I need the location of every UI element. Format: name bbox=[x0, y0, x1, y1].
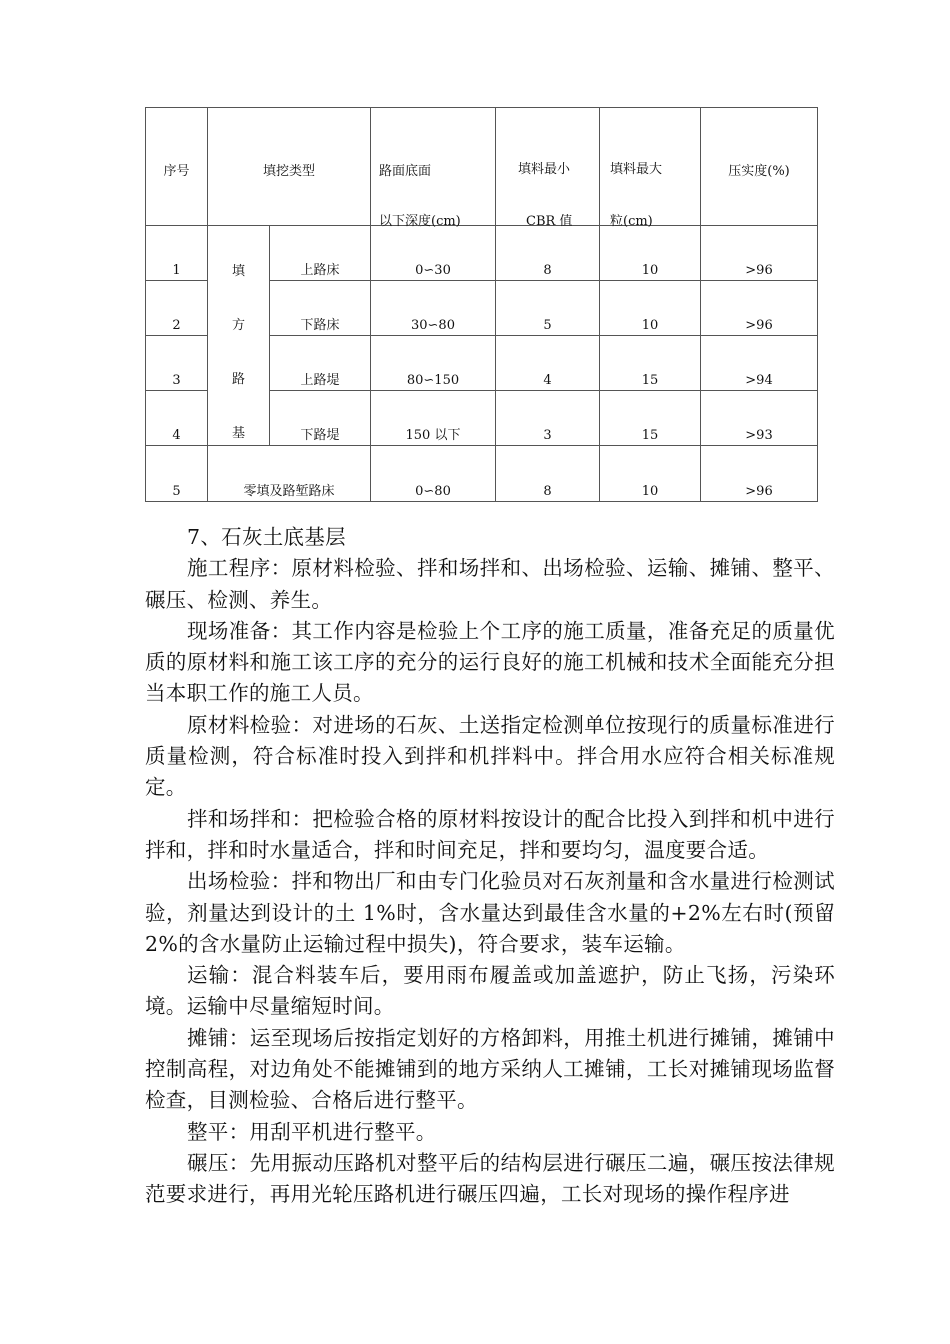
cell-size: 10 bbox=[600, 281, 701, 336]
header-seq-text: 序号 bbox=[163, 164, 190, 179]
cell-cbr: 8 bbox=[496, 226, 600, 281]
paragraph-procedure: 施工程序：原材料检验、拌和场拌和、出场检验、运输、摊铺、整平、碾压、检测、养生。 bbox=[145, 556, 835, 612]
header-compaction bbox=[701, 108, 818, 226]
paragraph-exit-test: 出场检验：拌和物出厂和由专门化验员对石灰剂量和含水量进行检测试验，剂量达到设计的土 1%时，含水量达到最佳含水量的+2%左右时(预留 2%的含水量防止运输过程中损失)，符合要求，装车运输。 bbox=[145, 869, 835, 956]
header-depth-line1: 路面底面 bbox=[379, 164, 432, 179]
paragraph-plant-mixing: 拌和场拌和：把检验合格的原材料按设计的配合比投入到拌和机中进行拌和，拌和时水量适合，拌和时间充足，拌和要均匀，温度要合适。 bbox=[145, 806, 835, 862]
cell-depth: 80∽150 bbox=[371, 336, 496, 391]
cell-cbr: 5 bbox=[496, 281, 600, 336]
cell-seq: 5 bbox=[146, 446, 208, 502]
header-depth bbox=[371, 108, 496, 229]
fill-group-cell bbox=[208, 226, 270, 446]
cell-compaction: >96 bbox=[701, 446, 818, 502]
fill-group-char: 基 bbox=[231, 426, 245, 441]
paragraph-leveling: 整平：用刮平机进行整平。 bbox=[187, 1119, 437, 1144]
paragraph-site-prep: 现场准备：其工作内容是检验上个工序的施工质量，准备充足的质量优质的原材料和施工该工序的充分的运行良好的施工机械和技术全面能充分担当本职工作的施工人员。 bbox=[145, 618, 835, 706]
cell-type: 零填及路堑路床 bbox=[208, 446, 371, 502]
cell-depth: 0∽80 bbox=[371, 446, 496, 502]
header-size-line1: 填料最大 bbox=[610, 162, 663, 177]
cell-compaction: >96 bbox=[701, 226, 818, 281]
fill-group-char: 填 bbox=[231, 264, 245, 279]
cell-seq: 1 bbox=[146, 226, 208, 281]
header-size-line2: 粒(cm) bbox=[610, 214, 653, 229]
cell-size: 15 bbox=[600, 391, 701, 446]
paragraph-spreading: 摊铺：运至现场后按指定划好的方格卸料，用推土机进行摊铺，摊铺中控制高程，对边角处不能摊铺到的地方采纳人工摊铺，工长对摊铺现场监督检查，目测检验、合格后进行整平。 bbox=[145, 1025, 835, 1113]
cell-seq: 4 bbox=[146, 391, 208, 446]
header-compaction-text: 压实度(%) bbox=[728, 164, 790, 179]
cell-depth: 0∽30 bbox=[371, 226, 496, 281]
header-cbr-line2: CBR 值 bbox=[526, 214, 573, 229]
paragraph-transport: 运输：混合料装车后，要用雨布履盖或加盖遮护，防止飞扬，污染环境。运输中尽量缩短时间。 bbox=[145, 963, 835, 1019]
cell-type: 上路床 bbox=[270, 226, 371, 281]
table-row bbox=[146, 446, 818, 502]
cell-compaction: >96 bbox=[701, 281, 818, 336]
header-cbr bbox=[496, 108, 600, 229]
section-heading: 7、石灰土底基层 bbox=[187, 525, 346, 549]
cell-cbr: 4 bbox=[496, 336, 600, 391]
header-type-text: 填挖类型 bbox=[262, 164, 315, 179]
paragraph-rolling: 碾压：先用振动压路机对整平后的结构层进行碾压二遍，碾压按法律规范要求进行，再用光轮压路机进行碾压四遍，工长对现场的操作程序进 bbox=[145, 1150, 835, 1207]
paragraph-material-test: 原材料检验：对进场的石灰、土送指定检测单位按现行的质量标准进行质量检测，符合标准时投入到拌和机拌料中。拌合用水应符合相关标准规定。 bbox=[145, 712, 835, 800]
subgrade-spec-table bbox=[145, 107, 818, 502]
section-body bbox=[145, 522, 835, 1211]
fill-group-char: 路 bbox=[231, 372, 245, 387]
header-depth-line2: 以下深度(cm) bbox=[379, 214, 461, 229]
fill-group-char: 方 bbox=[231, 318, 245, 333]
cell-type: 上路堤 bbox=[270, 336, 371, 391]
cell-compaction: >93 bbox=[701, 391, 818, 446]
cell-size: 10 bbox=[600, 446, 701, 502]
cell-size: 10 bbox=[600, 226, 701, 281]
cell-cbr: 3 bbox=[496, 391, 600, 446]
header-seq bbox=[146, 108, 208, 226]
cell-compaction: >94 bbox=[701, 336, 818, 391]
cell-type: 下路堤 bbox=[270, 391, 371, 446]
header-type bbox=[208, 108, 371, 226]
cell-seq: 3 bbox=[146, 336, 208, 391]
header-cbr-line1: 填料最小 bbox=[518, 162, 571, 177]
cell-depth: 30∽80 bbox=[371, 281, 496, 336]
header-size bbox=[600, 108, 701, 229]
cell-size: 15 bbox=[600, 336, 701, 391]
cell-depth: 150 以下 bbox=[371, 391, 496, 446]
table-row bbox=[146, 226, 818, 281]
cell-seq: 2 bbox=[146, 281, 208, 336]
cell-type: 下路床 bbox=[270, 281, 371, 336]
table-header-row bbox=[146, 108, 818, 226]
cell-cbr: 8 bbox=[496, 446, 600, 502]
